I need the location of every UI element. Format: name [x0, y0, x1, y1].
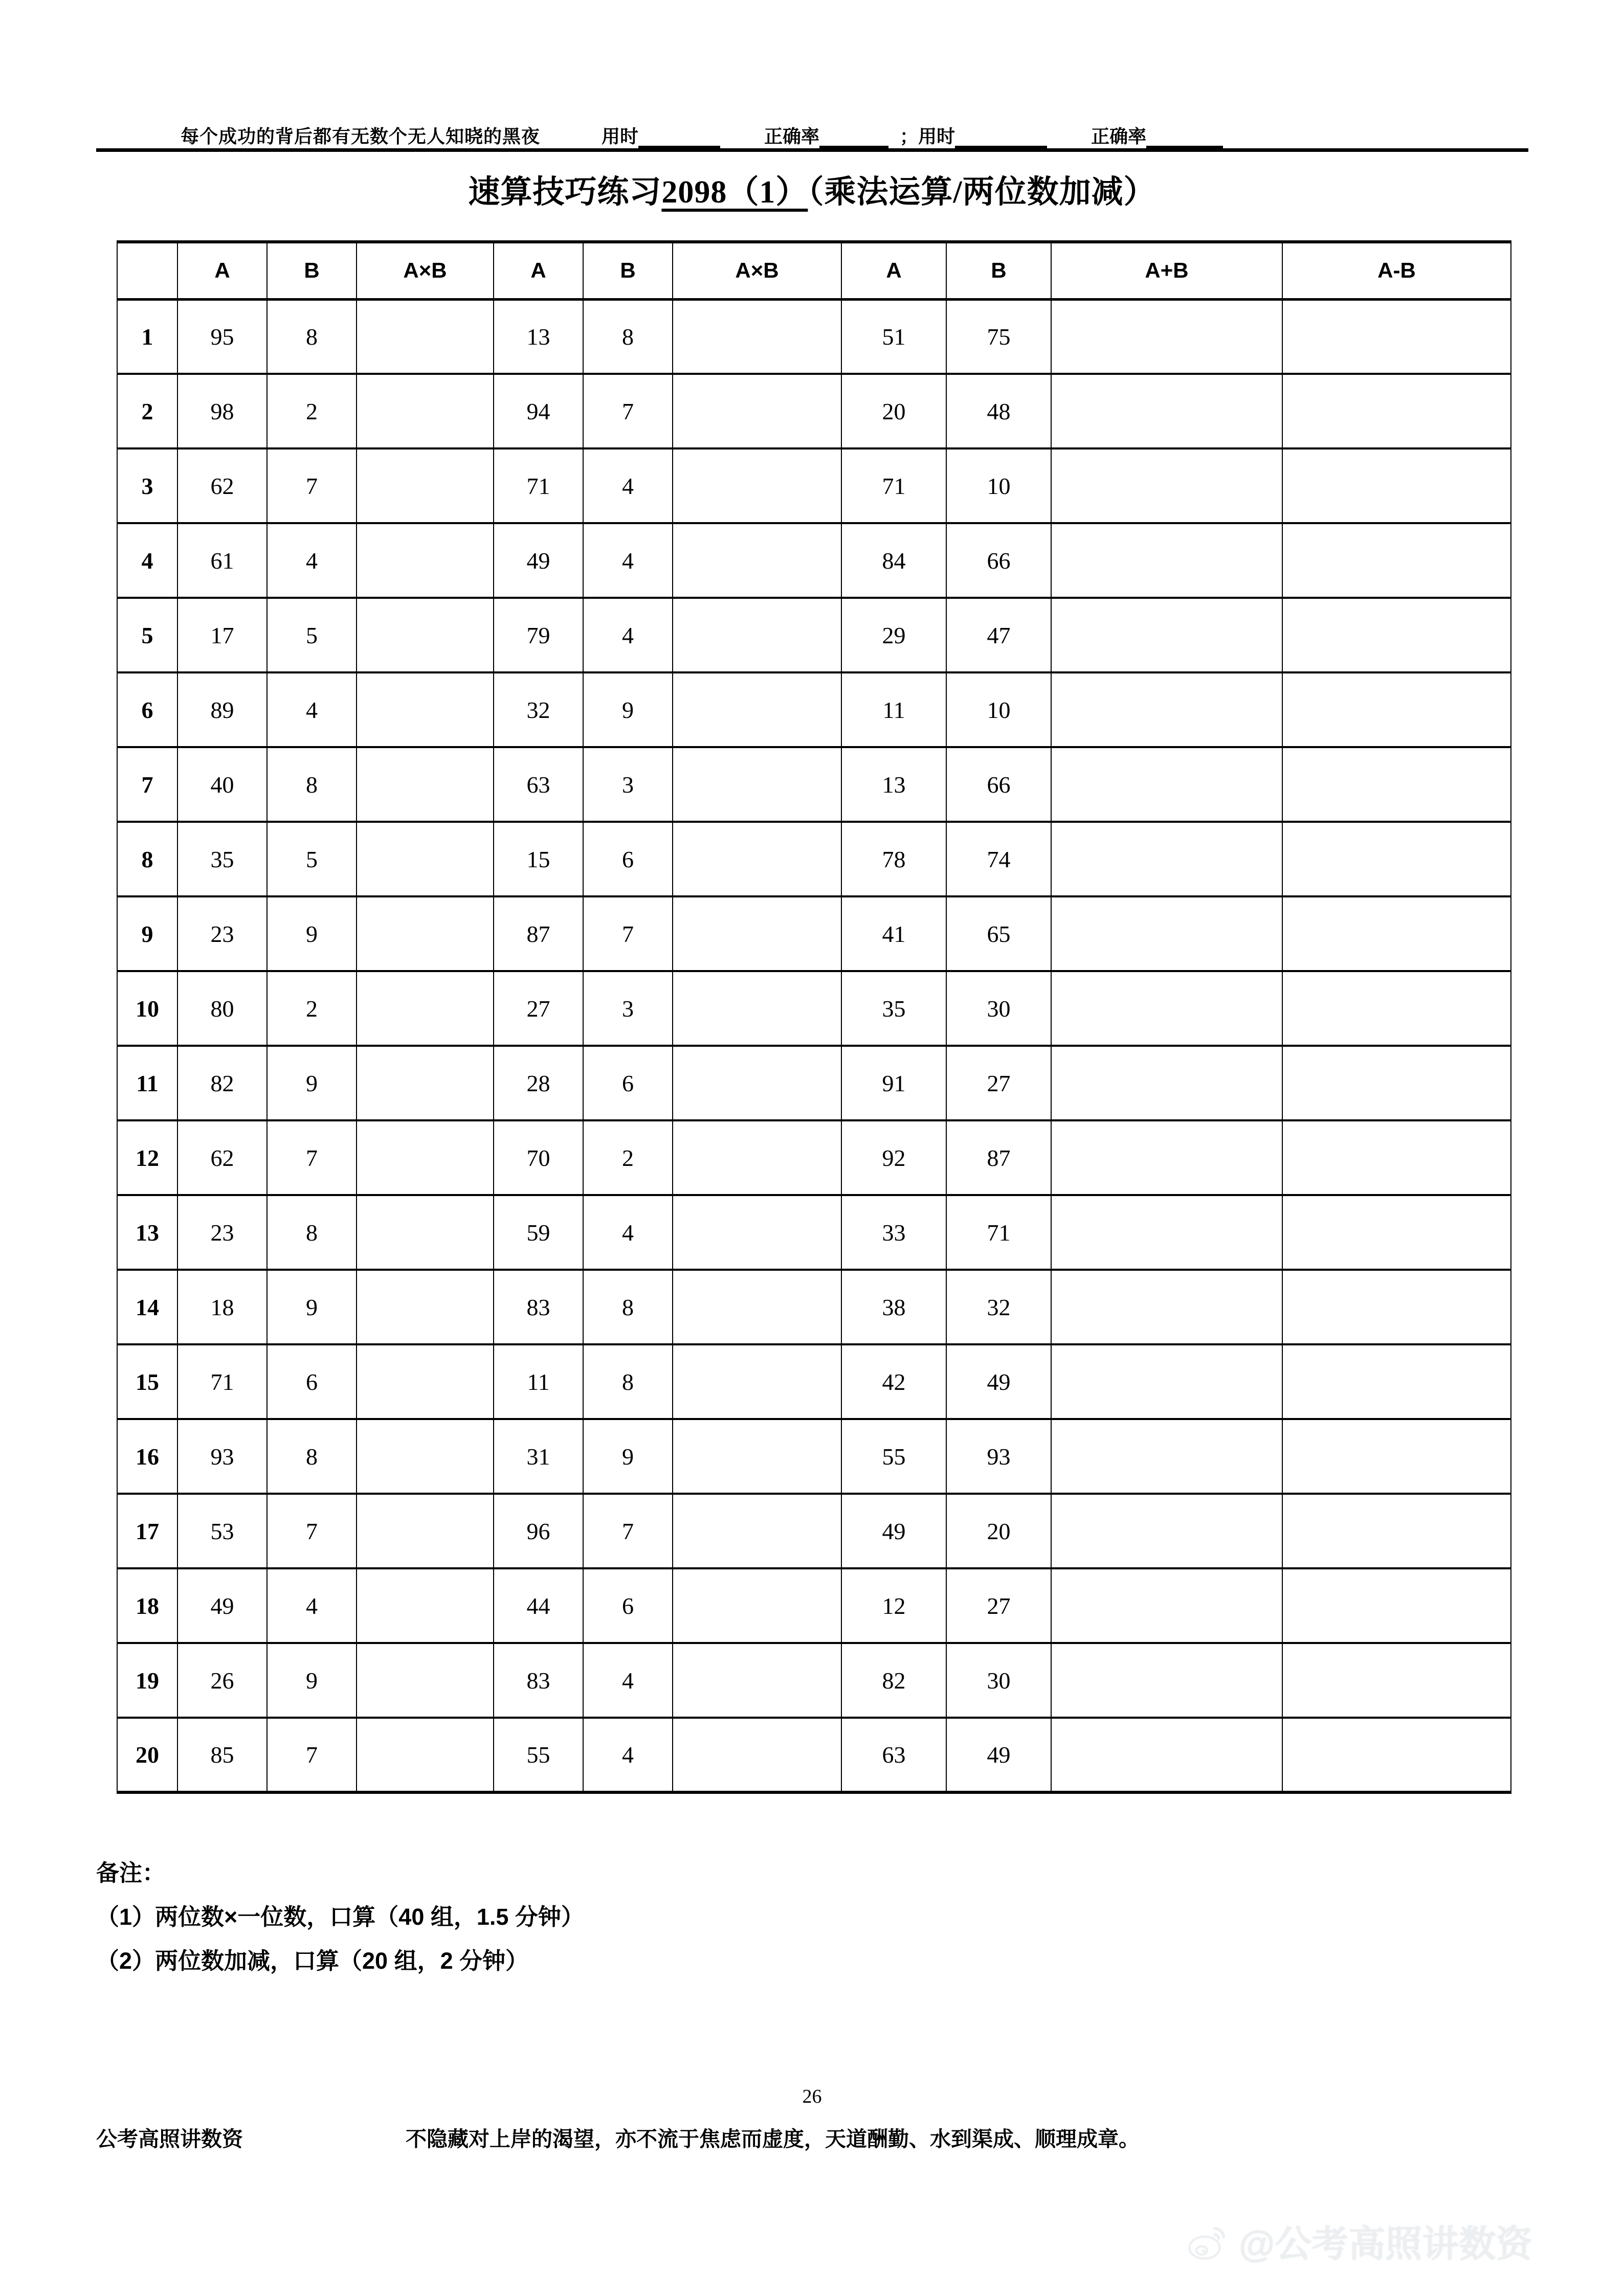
cell-g2-b: 6 — [583, 1046, 673, 1120]
row-index: 20 — [117, 1718, 177, 1792]
cell-g2-a: 59 — [494, 1195, 583, 1270]
cell-g1-b: 9 — [267, 1046, 357, 1120]
cell-difference[interactable] — [1282, 1643, 1511, 1718]
cell-g3-b: 30 — [946, 971, 1051, 1046]
header-accuracy-blank-2[interactable] — [1146, 133, 1223, 148]
cell-g3-a: 13 — [841, 747, 946, 822]
cell-g2-product[interactable] — [673, 747, 841, 822]
cell-g2-b: 4 — [583, 448, 673, 523]
cell-g3-b: 10 — [946, 448, 1051, 523]
cell-g2-a: 31 — [494, 1419, 583, 1494]
table-row — [117, 523, 1511, 598]
cell-g3-a: 42 — [841, 1344, 946, 1419]
cell-g1-a: 53 — [177, 1494, 267, 1568]
cell-g2-product[interactable] — [673, 1046, 841, 1120]
cell-g2-a: 28 — [494, 1046, 583, 1120]
cell-g2-b: 4 — [583, 1195, 673, 1270]
header-time-blank-1[interactable] — [638, 133, 720, 148]
cell-g1-a: 23 — [177, 896, 267, 971]
cell-g3-b: 65 — [946, 896, 1051, 971]
cell-g3-b: 66 — [946, 747, 1051, 822]
cell-g2-product[interactable] — [673, 1270, 841, 1344]
cell-g1-a: 35 — [177, 822, 267, 896]
cell-g3-b: 93 — [946, 1419, 1051, 1494]
table-row — [117, 672, 1511, 747]
cell-g3-b: 87 — [946, 1120, 1051, 1195]
cell-g3-b: 47 — [946, 598, 1051, 672]
cell-sum[interactable] — [1051, 747, 1282, 822]
cell-g2-b: 4 — [583, 1643, 673, 1718]
cell-difference[interactable] — [1282, 1494, 1511, 1568]
header-divider-rule — [96, 148, 1528, 152]
cell-g2-b: 7 — [583, 896, 673, 971]
cell-g1-a: 26 — [177, 1643, 267, 1718]
column-header-difference: A-B — [1282, 242, 1511, 299]
cell-difference[interactable] — [1282, 747, 1511, 822]
cell-g3-a: 20 — [841, 374, 946, 448]
column-header-g3-b: B — [946, 242, 1051, 299]
table-row — [117, 1419, 1511, 1494]
row-index: 11 — [117, 1046, 177, 1120]
cell-g1-b: 9 — [267, 1643, 357, 1718]
cell-g3-a: 29 — [841, 598, 946, 672]
cell-g3-a: 12 — [841, 1568, 946, 1643]
cell-difference[interactable] — [1282, 598, 1511, 672]
row-index: 18 — [117, 1568, 177, 1643]
cell-g3-b: 20 — [946, 1494, 1051, 1568]
weibo-logo-icon — [1187, 2219, 1231, 2263]
cell-g2-a: 63 — [494, 747, 583, 822]
cell-g2-product[interactable] — [673, 1718, 841, 1792]
table-row — [117, 1120, 1511, 1195]
table-head — [117, 242, 1511, 299]
row-index: 2 — [117, 374, 177, 448]
cell-sum[interactable] — [1051, 1419, 1282, 1494]
row-index: 6 — [117, 672, 177, 747]
cell-g1-product[interactable] — [357, 374, 494, 448]
cell-g2-product[interactable] — [673, 971, 841, 1046]
table-row — [117, 1568, 1511, 1643]
cell-g2-product[interactable] — [673, 598, 841, 672]
cell-g1-b: 4 — [267, 1568, 357, 1643]
cell-sum[interactable] — [1051, 1046, 1282, 1120]
cell-difference[interactable] — [1282, 1120, 1511, 1195]
cell-g1-a: 40 — [177, 747, 267, 822]
cell-sum[interactable] — [1051, 523, 1282, 598]
cell-difference[interactable] — [1282, 1270, 1511, 1344]
cell-g2-product[interactable] — [673, 896, 841, 971]
cell-g1-b: 7 — [267, 448, 357, 523]
cell-g2-a: 27 — [494, 971, 583, 1046]
cell-g1-b: 4 — [267, 523, 357, 598]
cell-g1-b: 2 — [267, 374, 357, 448]
cell-g2-product[interactable] — [673, 299, 841, 374]
cell-g2-a: 83 — [494, 1643, 583, 1718]
footer-brand: 公考高照讲数资 — [96, 2127, 243, 2151]
cell-g2-product[interactable] — [673, 1344, 841, 1419]
cell-g1-a: 62 — [177, 1120, 267, 1195]
cell-g1-product[interactable] — [357, 1270, 494, 1344]
cell-g3-b: 49 — [946, 1718, 1051, 1792]
cell-g1-a: 23 — [177, 1195, 267, 1270]
cell-g2-b: 9 — [583, 672, 673, 747]
column-header-index — [117, 242, 177, 299]
weibo-watermark-handle: @公考高照讲数资 — [1239, 2224, 1533, 2265]
header-time-blank-2[interactable] — [955, 133, 1047, 148]
cell-g3-a: 38 — [841, 1270, 946, 1344]
cell-g3-a: 49 — [841, 1494, 946, 1568]
table-row — [117, 971, 1511, 1046]
cell-g2-a: 32 — [494, 672, 583, 747]
cell-g2-a: 79 — [494, 598, 583, 672]
cell-g3-b: 66 — [946, 523, 1051, 598]
table-body — [117, 299, 1511, 1792]
row-index: 15 — [117, 1344, 177, 1419]
cell-g1-product[interactable] — [357, 1643, 494, 1718]
cell-sum[interactable] — [1051, 1643, 1282, 1718]
cell-sum[interactable] — [1051, 1344, 1282, 1419]
cell-difference[interactable] — [1282, 971, 1511, 1046]
cell-g1-product[interactable] — [357, 1718, 494, 1792]
cell-g3-a: 41 — [841, 896, 946, 971]
cell-g3-b: 49 — [946, 1344, 1051, 1419]
cell-g3-a: 71 — [841, 448, 946, 523]
cell-g1-b: 6 — [267, 1344, 357, 1419]
notes-section — [96, 1851, 584, 1983]
row-index: 12 — [117, 1120, 177, 1195]
cell-g3-a: 82 — [841, 1643, 946, 1718]
cell-sum[interactable] — [1051, 822, 1282, 896]
cell-g2-b: 9 — [583, 1419, 673, 1494]
cell-g1-b: 5 — [267, 598, 357, 672]
table-row — [117, 1270, 1511, 1344]
cell-g1-product[interactable] — [357, 1120, 494, 1195]
cell-g1-b: 4 — [267, 672, 357, 747]
cell-difference[interactable] — [1282, 896, 1511, 971]
cell-sum[interactable] — [1051, 896, 1282, 971]
cell-difference[interactable] — [1282, 374, 1511, 448]
cell-g1-a: 18 — [177, 1270, 267, 1344]
table-row — [117, 1718, 1511, 1792]
cell-g3-a: 84 — [841, 523, 946, 598]
cell-g3-b: 30 — [946, 1643, 1051, 1718]
table-row — [117, 374, 1511, 448]
cell-g2-product[interactable] — [673, 1419, 841, 1494]
cell-g3-a: 35 — [841, 971, 946, 1046]
cell-g3-b: 75 — [946, 299, 1051, 374]
cell-g1-product[interactable] — [357, 822, 494, 896]
cell-difference[interactable] — [1282, 1419, 1511, 1494]
page-title-number: 2098（1） — [661, 175, 808, 210]
cell-g1-product[interactable] — [357, 896, 494, 971]
cell-g3-b: 71 — [946, 1195, 1051, 1270]
cell-g1-a: 95 — [177, 299, 267, 374]
cell-g1-b: 8 — [267, 747, 357, 822]
cell-g1-a: 17 — [177, 598, 267, 672]
table-row — [117, 896, 1511, 971]
cell-g1-product[interactable] — [357, 1494, 494, 1568]
cell-g2-b: 6 — [583, 822, 673, 896]
cell-g2-product[interactable] — [673, 1494, 841, 1568]
table-row — [117, 1643, 1511, 1718]
cell-sum[interactable] — [1051, 1120, 1282, 1195]
cell-g3-a: 78 — [841, 822, 946, 896]
cell-g1-b: 7 — [267, 1120, 357, 1195]
cell-g2-a: 94 — [494, 374, 583, 448]
cell-g3-b: 27 — [946, 1568, 1051, 1643]
cell-g1-b: 9 — [267, 1270, 357, 1344]
cell-sum[interactable] — [1051, 1270, 1282, 1344]
cell-g1-b: 7 — [267, 1718, 357, 1792]
cell-g1-b: 5 — [267, 822, 357, 896]
row-index: 17 — [117, 1494, 177, 1568]
cell-g2-b: 4 — [583, 1718, 673, 1792]
row-index: 7 — [117, 747, 177, 822]
row-index: 16 — [117, 1419, 177, 1494]
cell-g1-a: 98 — [177, 374, 267, 448]
row-index: 13 — [117, 1195, 177, 1270]
header-accuracy-blank-1[interactable] — [819, 133, 888, 148]
cell-g1-product[interactable] — [357, 1419, 494, 1494]
cell-sum[interactable] — [1051, 1568, 1282, 1643]
cell-g2-a: 70 — [494, 1120, 583, 1195]
cell-g3-b: 32 — [946, 1270, 1051, 1344]
header-time-label-2: 用时 — [918, 126, 955, 147]
cell-g2-product[interactable] — [673, 1195, 841, 1270]
cell-difference[interactable] — [1282, 299, 1511, 374]
row-index: 9 — [117, 896, 177, 971]
cell-g2-a: 44 — [494, 1568, 583, 1643]
cell-g1-product[interactable] — [357, 747, 494, 822]
cell-g2-a: 13 — [494, 299, 583, 374]
cell-g2-b: 2 — [583, 1120, 673, 1195]
cell-g2-b: 8 — [583, 1270, 673, 1344]
header-accuracy-field-2 — [1091, 122, 1223, 148]
cell-g2-a: 71 — [494, 448, 583, 523]
cell-g1-product[interactable] — [357, 598, 494, 672]
cell-sum[interactable] — [1051, 1718, 1282, 1792]
cell-g1-b: 7 — [267, 1494, 357, 1568]
cell-g2-product[interactable] — [673, 1568, 841, 1643]
cell-g1-a: 62 — [177, 448, 267, 523]
column-header-g2-b: B — [583, 242, 673, 299]
cell-g3-b: 74 — [946, 822, 1051, 896]
cell-g2-b: 8 — [583, 299, 673, 374]
row-index: 3 — [117, 448, 177, 523]
header-time-field-2 — [918, 122, 1047, 148]
row-index: 8 — [117, 822, 177, 896]
table-row — [117, 747, 1511, 822]
cell-g2-product[interactable] — [673, 1643, 841, 1718]
cell-g1-a: 49 — [177, 1568, 267, 1643]
footer — [96, 2122, 1528, 2151]
cell-g2-b: 8 — [583, 1344, 673, 1419]
cell-g2-b: 3 — [583, 971, 673, 1046]
cell-g1-product[interactable] — [357, 448, 494, 523]
cell-difference[interactable] — [1282, 523, 1511, 598]
cell-g1-a: 82 — [177, 1046, 267, 1120]
row-index: 19 — [117, 1643, 177, 1718]
cell-g2-product[interactable] — [673, 1120, 841, 1195]
cell-g2-product[interactable] — [673, 822, 841, 896]
cell-difference[interactable] — [1282, 672, 1511, 747]
cell-g2-product[interactable] — [673, 672, 841, 747]
cell-sum[interactable] — [1051, 299, 1282, 374]
cell-difference[interactable] — [1282, 1344, 1511, 1419]
cell-g2-product[interactable] — [673, 523, 841, 598]
row-index: 14 — [117, 1270, 177, 1344]
table-row — [117, 299, 1511, 374]
header-separator: ； — [900, 126, 919, 147]
footer-motto: 不隐藏对上岸的渴望，亦不流于焦虑而虚度，天道酬勤、水到渠成、顺理成章。 — [406, 2127, 1140, 2151]
table-row — [117, 1344, 1511, 1419]
page-number: 26 — [802, 2086, 822, 2107]
cell-g1-product[interactable] — [357, 523, 494, 598]
cell-g1-a: 89 — [177, 672, 267, 747]
cell-g1-b: 8 — [267, 299, 357, 374]
cell-g3-a: 92 — [841, 1120, 946, 1195]
header-accuracy-field-1 — [764, 122, 888, 148]
cell-g3-a: 51 — [841, 299, 946, 374]
cell-g1-a: 80 — [177, 971, 267, 1046]
row-index: 4 — [117, 523, 177, 598]
cell-sum[interactable] — [1051, 448, 1282, 523]
cell-g3-a: 91 — [841, 1046, 946, 1120]
cell-sum[interactable] — [1051, 1195, 1282, 1270]
cell-g1-product[interactable] — [357, 1046, 494, 1120]
cell-sum[interactable] — [1051, 374, 1282, 448]
cell-g1-product[interactable] — [357, 1568, 494, 1643]
cell-g2-a: 83 — [494, 1270, 583, 1344]
column-header-g3-a: A — [841, 242, 946, 299]
table-row — [117, 1195, 1511, 1270]
cell-g1-a: 61 — [177, 523, 267, 598]
table-row — [117, 822, 1511, 896]
cell-g1-product[interactable] — [357, 299, 494, 374]
header-motto: 每个成功的背后都有无数个无人知晓的黑夜 — [181, 126, 541, 147]
cell-g1-product[interactable] — [357, 672, 494, 747]
practice-table — [117, 240, 1511, 1794]
cell-g1-b: 8 — [267, 1419, 357, 1494]
table-row — [117, 1046, 1511, 1120]
cell-sum[interactable] — [1051, 598, 1282, 672]
cell-g3-b: 10 — [946, 672, 1051, 747]
row-index: 5 — [117, 598, 177, 672]
cell-g2-b: 7 — [583, 1494, 673, 1568]
cell-difference[interactable] — [1282, 822, 1511, 896]
cell-difference[interactable] — [1282, 1195, 1511, 1270]
header-time-label-1: 用时 — [602, 126, 639, 147]
column-header-g1-product: A×B — [357, 242, 494, 299]
header-accuracy-label-2: 正确率 — [1091, 126, 1147, 147]
cell-sum[interactable] — [1051, 1494, 1282, 1568]
weibo-watermark — [1187, 2214, 1532, 2267]
cell-difference[interactable] — [1282, 1046, 1511, 1120]
page-title-prefix: 速算技巧练习 — [468, 175, 662, 210]
notes-line-1: （1）两位数×一位数，口算（40 组，1.5 分钟） — [96, 1904, 584, 1930]
notes-line-2: （2）两位数加减，口算（20 组，2 分钟） — [96, 1948, 529, 1974]
cell-g2-a: 87 — [494, 896, 583, 971]
cell-g2-a: 15 — [494, 822, 583, 896]
cell-g2-a: 49 — [494, 523, 583, 598]
cell-g2-b: 7 — [583, 374, 673, 448]
cell-g1-b: 8 — [267, 1195, 357, 1270]
column-header-g1-a: A — [177, 242, 267, 299]
cell-g3-a: 63 — [841, 1718, 946, 1792]
cell-g3-b: 48 — [946, 374, 1051, 448]
column-header-g2-product: A×B — [673, 242, 841, 299]
cell-g2-a: 96 — [494, 1494, 583, 1568]
page-title-suffix: （乘法运算/两位数加减） — [808, 175, 1156, 210]
header-time-field-1 — [602, 122, 720, 148]
cell-g2-b: 4 — [583, 523, 673, 598]
cell-g1-b: 2 — [267, 971, 357, 1046]
table-header-row — [117, 242, 1511, 299]
cell-g2-a: 11 — [494, 1344, 583, 1419]
cell-g2-b: 3 — [583, 747, 673, 822]
column-header-g1-b: B — [267, 242, 357, 299]
cell-g1-a: 93 — [177, 1419, 267, 1494]
cell-g3-b: 27 — [946, 1046, 1051, 1120]
cell-g1-a: 85 — [177, 1718, 267, 1792]
table-row — [117, 598, 1511, 672]
cell-g2-b: 6 — [583, 1568, 673, 1643]
page-title — [0, 166, 1624, 212]
table-row — [117, 1494, 1511, 1568]
column-header-sum: A+B — [1051, 242, 1282, 299]
cell-g1-b: 9 — [267, 896, 357, 971]
cell-g3-a: 55 — [841, 1419, 946, 1494]
cell-g1-product[interactable] — [357, 1344, 494, 1419]
notes-heading: 备注： — [96, 1860, 166, 1886]
cell-g3-a: 33 — [841, 1195, 946, 1270]
running-header — [96, 108, 1528, 148]
cell-g1-a: 71 — [177, 1344, 267, 1419]
cell-g2-b: 4 — [583, 598, 673, 672]
row-index: 1 — [117, 299, 177, 374]
cell-difference[interactable] — [1282, 448, 1511, 523]
cell-g2-product[interactable] — [673, 448, 841, 523]
row-index: 10 — [117, 971, 177, 1046]
cell-difference[interactable] — [1282, 1718, 1511, 1792]
header-accuracy-label-1: 正确率 — [764, 126, 820, 147]
cell-sum[interactable] — [1051, 971, 1282, 1046]
cell-g2-a: 55 — [494, 1718, 583, 1792]
cell-g3-a: 11 — [841, 672, 946, 747]
table-row — [117, 448, 1511, 523]
cell-sum[interactable] — [1051, 672, 1282, 747]
practice-table-wrapper — [117, 240, 1510, 1794]
column-header-g2-a: A — [494, 242, 583, 299]
cell-g1-product[interactable] — [357, 1195, 494, 1270]
cell-g2-product[interactable] — [673, 374, 841, 448]
cell-g1-product[interactable] — [357, 971, 494, 1046]
cell-difference[interactable] — [1282, 1568, 1511, 1643]
